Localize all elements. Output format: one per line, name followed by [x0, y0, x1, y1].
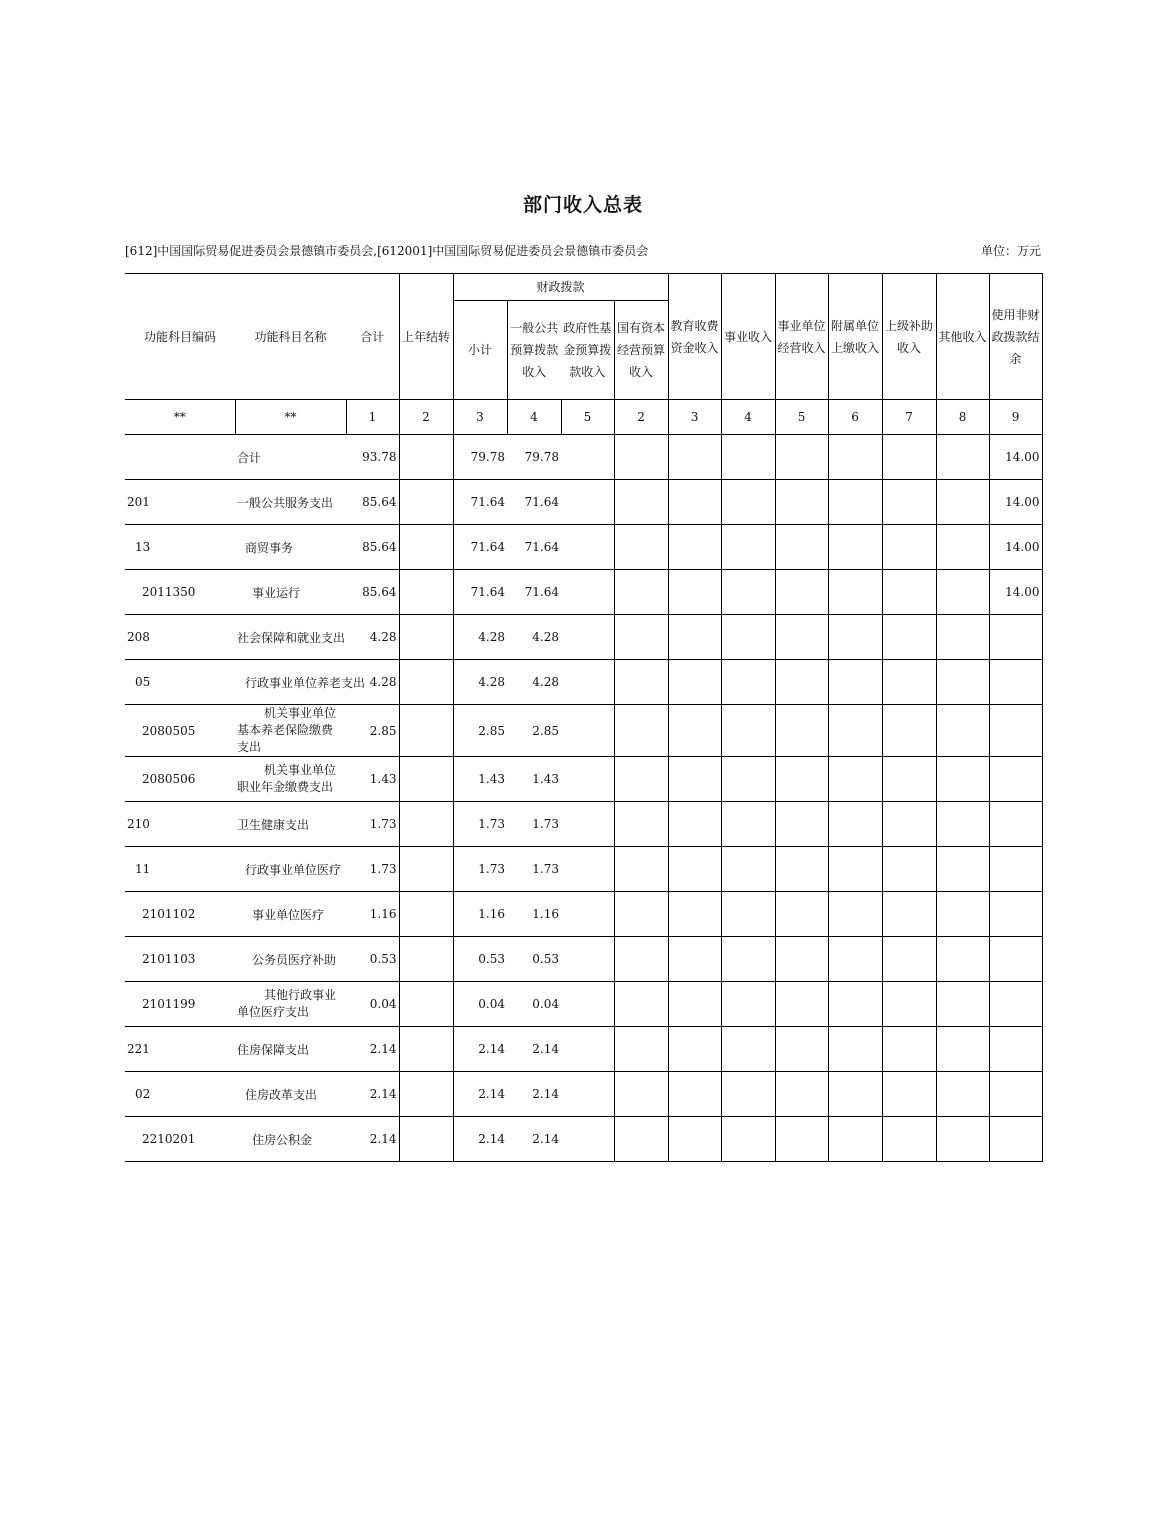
cell-code	[125, 435, 235, 480]
cell-govfund	[561, 1027, 614, 1072]
cell-subtotal: 1.43	[453, 757, 507, 802]
cell-carryover	[399, 705, 453, 757]
cell-general: 1.73	[507, 847, 561, 892]
header-subtotal: 小计	[453, 301, 507, 400]
cell-govfund	[561, 480, 614, 525]
cell-affiliated	[828, 1027, 882, 1072]
cell-code: 208	[125, 615, 235, 660]
index-cell: 2	[399, 400, 453, 435]
cell-other	[936, 937, 989, 982]
cell-govfund	[561, 435, 614, 480]
cell-name: 住房公积金	[235, 1117, 346, 1162]
table-row	[125, 435, 1042, 480]
cell-name: 住房保障支出	[235, 1027, 346, 1072]
cell-other	[936, 570, 989, 615]
header-other: 其他收入	[936, 274, 989, 400]
cell-edu	[668, 937, 721, 982]
cell-affiliated	[828, 937, 882, 982]
cell-nonfiscal	[989, 892, 1042, 937]
header-edu: 教育收费资金收入	[668, 274, 721, 400]
cell-business	[721, 802, 775, 847]
cell-code: 02	[125, 1072, 235, 1117]
cell-total: 4.28	[346, 660, 399, 705]
cell-govfund	[561, 982, 614, 1027]
cell-carryover	[399, 480, 453, 525]
cell-nonfiscal	[989, 757, 1042, 802]
cell-code: 2101102	[125, 892, 235, 937]
organization-label: [612]中国国际贸易促进委员会景德镇市委员会,[612001]中国国际贸易促进委员会景德镇市委员会	[125, 244, 649, 258]
table-row	[125, 892, 1042, 937]
cell-nonfiscal	[989, 1027, 1042, 1072]
cell-affiliated	[828, 660, 882, 705]
cell-total: 1.73	[346, 847, 399, 892]
cell-stateowned	[614, 435, 668, 480]
cell-subsidy	[882, 525, 936, 570]
cell-operating	[775, 892, 828, 937]
cell-operating	[775, 937, 828, 982]
cell-other	[936, 892, 989, 937]
cell-nonfiscal: 14.00	[989, 525, 1042, 570]
cell-general: 2.85	[507, 705, 561, 757]
cell-operating	[775, 570, 828, 615]
cell-general: 71.64	[507, 570, 561, 615]
cell-affiliated	[828, 525, 882, 570]
cell-subtotal: 2.14	[453, 1072, 507, 1117]
cell-subtotal: 71.64	[453, 525, 507, 570]
cell-carryover	[399, 570, 453, 615]
cell-govfund	[561, 937, 614, 982]
cell-affiliated	[828, 847, 882, 892]
cell-business	[721, 660, 775, 705]
cell-name: 事业单位医疗	[235, 892, 346, 937]
cell-other	[936, 1027, 989, 1072]
table-row	[125, 660, 1042, 705]
table-row	[125, 802, 1042, 847]
cell-business	[721, 937, 775, 982]
index-cell: 8	[936, 400, 989, 435]
cell-nonfiscal: 14.00	[989, 570, 1042, 615]
cell-operating	[775, 615, 828, 660]
cell-other	[936, 847, 989, 892]
cell-govfund	[561, 525, 614, 570]
page-title: 部门收入总表	[522, 194, 643, 216]
header-code: 功能科目编码	[125, 274, 235, 400]
cell-operating	[775, 480, 828, 525]
cell-carryover	[399, 1027, 453, 1072]
cell-edu	[668, 435, 721, 480]
cell-affiliated	[828, 615, 882, 660]
cell-subsidy	[882, 570, 936, 615]
cell-govfund	[561, 802, 614, 847]
cell-other	[936, 480, 989, 525]
cell-code: 2011350	[125, 570, 235, 615]
cell-govfund	[561, 892, 614, 937]
cell-name: 社会保障和就业支出	[235, 615, 346, 660]
cell-business	[721, 435, 775, 480]
cell-subtotal: 0.04	[453, 982, 507, 1027]
index-cell: 7	[882, 400, 936, 435]
cell-operating	[775, 435, 828, 480]
cell-carryover	[399, 1117, 453, 1162]
header-carryover: 上年结转	[399, 274, 453, 400]
cell-affiliated	[828, 480, 882, 525]
cell-stateowned	[614, 1072, 668, 1117]
index-cell: **	[235, 400, 346, 435]
cell-nonfiscal	[989, 847, 1042, 892]
cell-business	[721, 1072, 775, 1117]
cell-govfund	[561, 1117, 614, 1162]
cell-name: 商贸事务	[235, 525, 346, 570]
cell-carryover	[399, 1072, 453, 1117]
cell-other	[936, 757, 989, 802]
cell-carryover	[399, 660, 453, 705]
cell-edu	[668, 1027, 721, 1072]
cell-subtotal: 71.64	[453, 480, 507, 525]
cell-name: 住房改革支出	[235, 1072, 346, 1117]
cell-code: 210	[125, 802, 235, 847]
cell-subsidy	[882, 615, 936, 660]
cell-code: 2080505	[125, 705, 235, 757]
cell-other	[936, 1117, 989, 1162]
cell-subtotal: 1.16	[453, 892, 507, 937]
cell-nonfiscal	[989, 1072, 1042, 1117]
index-cell: **	[125, 400, 235, 435]
cell-general: 1.16	[507, 892, 561, 937]
cell-code: 2080506	[125, 757, 235, 802]
cell-subsidy	[882, 435, 936, 480]
header-operating: 事业单位经营收入	[775, 274, 828, 400]
cell-operating	[775, 1072, 828, 1117]
header-affiliated: 附属单位上缴收入	[828, 274, 882, 400]
index-cell: 4	[721, 400, 775, 435]
cell-nonfiscal	[989, 937, 1042, 982]
cell-general: 1.43	[507, 757, 561, 802]
cell-total: 93.78	[346, 435, 399, 480]
header-general: 一般公共预算拨款收入	[507, 301, 561, 400]
cell-total: 1.43	[346, 757, 399, 802]
cell-stateowned	[614, 757, 668, 802]
table-row	[125, 525, 1042, 570]
cell-affiliated	[828, 982, 882, 1027]
cell-general: 4.28	[507, 615, 561, 660]
cell-total: 2.85	[346, 705, 399, 757]
cell-total: 2.14	[346, 1117, 399, 1162]
cell-carryover	[399, 982, 453, 1027]
cell-general: 1.73	[507, 802, 561, 847]
cell-business	[721, 1117, 775, 1162]
index-cell: 3	[453, 400, 507, 435]
cell-affiliated	[828, 892, 882, 937]
table-row	[125, 705, 1042, 757]
cell-carryover	[399, 525, 453, 570]
index-cell: 2	[614, 400, 668, 435]
cell-other	[936, 660, 989, 705]
cell-nonfiscal	[989, 982, 1042, 1027]
header-stateowned: 国有资本经营预算收入	[614, 301, 668, 400]
cell-edu	[668, 705, 721, 757]
header-name: 功能科目名称	[235, 274, 346, 400]
header-subsidy: 上级补助收入	[882, 274, 936, 400]
cell-subsidy	[882, 1072, 936, 1117]
table-row	[125, 982, 1042, 1027]
cell-name: 卫生健康支出	[235, 802, 346, 847]
cell-general: 0.53	[507, 937, 561, 982]
cell-affiliated	[828, 802, 882, 847]
cell-subsidy	[882, 1117, 936, 1162]
cell-name: 行政事业单位养老支出	[235, 660, 346, 705]
index-cell: 3	[668, 400, 721, 435]
cell-business	[721, 757, 775, 802]
cell-stateowned	[614, 1117, 668, 1162]
cell-name: 机关事业单位职业年金缴费支出	[235, 757, 346, 802]
cell-govfund	[561, 615, 614, 660]
cell-affiliated	[828, 570, 882, 615]
cell-stateowned	[614, 802, 668, 847]
cell-subtotal: 2.14	[453, 1027, 507, 1072]
cell-operating	[775, 802, 828, 847]
cell-total: 2.14	[346, 1027, 399, 1072]
table-row	[125, 847, 1042, 892]
cell-other	[936, 982, 989, 1027]
cell-stateowned	[614, 892, 668, 937]
header-nonfiscal: 使用非财政拨款结余	[989, 274, 1042, 400]
cell-operating	[775, 1027, 828, 1072]
cell-nonfiscal	[989, 705, 1042, 757]
cell-business	[721, 705, 775, 757]
cell-name: 一般公共服务支出	[235, 480, 346, 525]
cell-carryover	[399, 937, 453, 982]
cell-stateowned	[614, 937, 668, 982]
cell-name: 其他行政事业单位医疗支出	[235, 982, 346, 1027]
cell-operating	[775, 847, 828, 892]
cell-code: 2210201	[125, 1117, 235, 1162]
cell-edu	[668, 847, 721, 892]
cell-operating	[775, 660, 828, 705]
table-row	[125, 615, 1042, 660]
cell-edu	[668, 1072, 721, 1117]
cell-affiliated	[828, 1117, 882, 1162]
cell-govfund	[561, 570, 614, 615]
index-cell: 5	[561, 400, 614, 435]
cell-edu	[668, 1117, 721, 1162]
cell-business	[721, 847, 775, 892]
cell-govfund	[561, 847, 614, 892]
cell-carryover	[399, 892, 453, 937]
table-row	[125, 570, 1042, 615]
cell-code: 221	[125, 1027, 235, 1072]
cell-carryover	[399, 847, 453, 892]
cell-govfund	[561, 705, 614, 757]
cell-edu	[668, 892, 721, 937]
cell-affiliated	[828, 705, 882, 757]
cell-subsidy	[882, 847, 936, 892]
cell-operating	[775, 1117, 828, 1162]
cell-subsidy	[882, 480, 936, 525]
cell-subsidy	[882, 802, 936, 847]
cell-operating	[775, 705, 828, 757]
header-business: 事业收入	[721, 274, 775, 400]
cell-total: 4.28	[346, 615, 399, 660]
cell-code: 2101199	[125, 982, 235, 1027]
cell-carryover	[399, 435, 453, 480]
header-total: 合计	[346, 274, 399, 400]
cell-govfund	[561, 757, 614, 802]
cell-nonfiscal: 14.00	[989, 435, 1042, 480]
cell-general: 4.28	[507, 660, 561, 705]
cell-nonfiscal	[989, 615, 1042, 660]
cell-general: 79.78	[507, 435, 561, 480]
cell-stateowned	[614, 705, 668, 757]
cell-code: 05	[125, 660, 235, 705]
cell-edu	[668, 570, 721, 615]
cell-govfund	[561, 660, 614, 705]
header-govfund: 政府性基金预算拨款收入	[561, 301, 614, 400]
cell-stateowned	[614, 982, 668, 1027]
cell-name: 公务员医疗补助	[235, 937, 346, 982]
income-summary-table	[125, 273, 1043, 1162]
cell-edu	[668, 757, 721, 802]
cell-business	[721, 615, 775, 660]
cell-affiliated	[828, 435, 882, 480]
cell-code: 13	[125, 525, 235, 570]
index-cell: 1	[346, 400, 399, 435]
cell-subsidy	[882, 705, 936, 757]
cell-general: 71.64	[507, 525, 561, 570]
cell-govfund	[561, 1072, 614, 1117]
cell-code: 2101103	[125, 937, 235, 982]
cell-total: 0.53	[346, 937, 399, 982]
cell-stateowned	[614, 1027, 668, 1072]
cell-carryover	[399, 757, 453, 802]
cell-edu	[668, 525, 721, 570]
cell-subtotal: 1.73	[453, 847, 507, 892]
cell-total: 85.64	[346, 480, 399, 525]
cell-carryover	[399, 615, 453, 660]
cell-business	[721, 525, 775, 570]
cell-stateowned	[614, 570, 668, 615]
cell-subsidy	[882, 892, 936, 937]
cell-subtotal: 71.64	[453, 570, 507, 615]
cell-business	[721, 1027, 775, 1072]
cell-nonfiscal	[989, 660, 1042, 705]
cell-nonfiscal: 14.00	[989, 480, 1042, 525]
index-cell: 9	[989, 400, 1042, 435]
table-row	[125, 937, 1042, 982]
cell-edu	[668, 982, 721, 1027]
cell-general: 71.64	[507, 480, 561, 525]
cell-general: 2.14	[507, 1027, 561, 1072]
cell-total: 85.64	[346, 525, 399, 570]
cell-subtotal: 2.14	[453, 1117, 507, 1162]
cell-other	[936, 1072, 989, 1117]
cell-edu	[668, 615, 721, 660]
cell-code: 11	[125, 847, 235, 892]
cell-stateowned	[614, 660, 668, 705]
cell-name: 行政事业单位医疗	[235, 847, 346, 892]
table-row	[125, 1072, 1042, 1117]
cell-edu	[668, 802, 721, 847]
table-row	[125, 1027, 1042, 1072]
cell-other	[936, 802, 989, 847]
cell-total: 1.73	[346, 802, 399, 847]
cell-nonfiscal	[989, 1117, 1042, 1162]
cell-name: 事业运行	[235, 570, 346, 615]
cell-operating	[775, 525, 828, 570]
cell-subsidy	[882, 982, 936, 1027]
index-cell: 6	[828, 400, 882, 435]
cell-subtotal: 4.28	[453, 615, 507, 660]
cell-subsidy	[882, 1027, 936, 1072]
cell-subtotal: 0.53	[453, 937, 507, 982]
index-cell: 5	[775, 400, 828, 435]
cell-business	[721, 480, 775, 525]
cell-subtotal: 1.73	[453, 802, 507, 847]
cell-operating	[775, 982, 828, 1027]
cell-edu	[668, 660, 721, 705]
cell-total: 1.16	[346, 892, 399, 937]
cell-nonfiscal	[989, 802, 1042, 847]
cell-name: 合计	[235, 435, 346, 480]
cell-name: 机关事业单位基本养老保险缴费支出	[235, 705, 346, 757]
cell-other	[936, 615, 989, 660]
cell-general: 0.04	[507, 982, 561, 1027]
cell-general: 2.14	[507, 1072, 561, 1117]
cell-total: 0.04	[346, 982, 399, 1027]
cell-stateowned	[614, 847, 668, 892]
cell-stateowned	[614, 525, 668, 570]
cell-subtotal: 2.85	[453, 705, 507, 757]
cell-code: 201	[125, 480, 235, 525]
cell-affiliated	[828, 757, 882, 802]
cell-other	[936, 525, 989, 570]
cell-subtotal: 4.28	[453, 660, 507, 705]
cell-subtotal: 79.78	[453, 435, 507, 480]
table-row	[125, 480, 1042, 525]
cell-other	[936, 435, 989, 480]
cell-edu	[668, 480, 721, 525]
cell-stateowned	[614, 480, 668, 525]
table-row	[125, 757, 1042, 802]
header-fiscal-group: 财政拨款	[453, 274, 668, 301]
cell-other	[936, 705, 989, 757]
unit-label: 单位：万元	[980, 244, 1041, 258]
cell-subsidy	[882, 937, 936, 982]
cell-carryover	[399, 802, 453, 847]
cell-total: 2.14	[346, 1072, 399, 1117]
table-row	[125, 1117, 1042, 1162]
cell-stateowned	[614, 615, 668, 660]
cell-operating	[775, 757, 828, 802]
cell-business	[721, 570, 775, 615]
cell-business	[721, 982, 775, 1027]
cell-business	[721, 892, 775, 937]
cell-affiliated	[828, 1072, 882, 1117]
cell-subsidy	[882, 660, 936, 705]
index-cell: 4	[507, 400, 561, 435]
cell-general: 2.14	[507, 1117, 561, 1162]
cell-total: 85.64	[346, 570, 399, 615]
cell-subsidy	[882, 757, 936, 802]
